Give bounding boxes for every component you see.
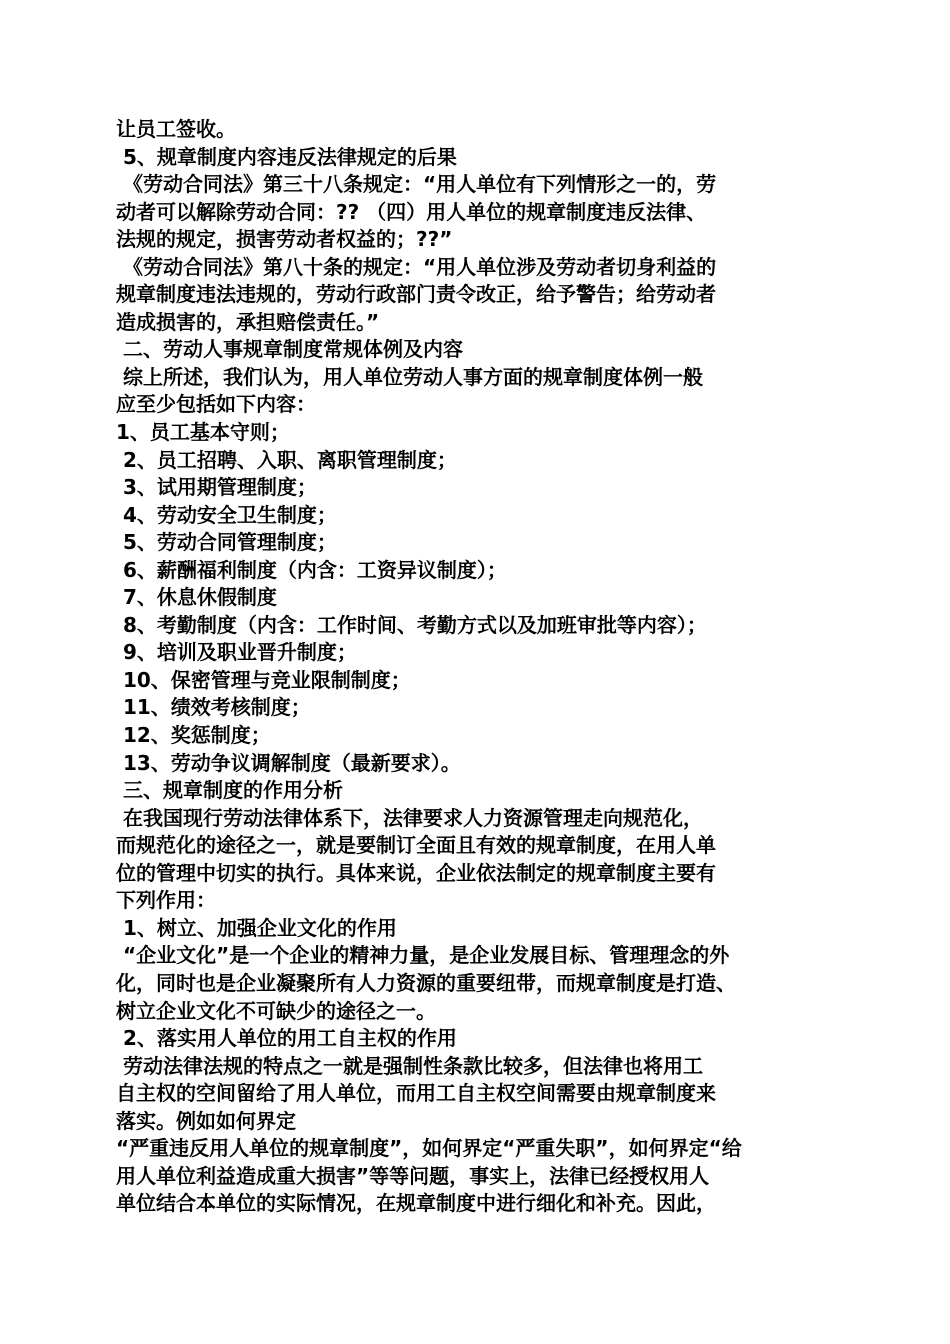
text-line: “企业文化”是一个企业的精神力量，是企业发展目标、管理理念的外: [116, 943, 730, 968]
list-item: 5、劳动合同管理制度；: [116, 530, 337, 555]
text-line: 法规的规定，损害劳动者权益的；??”: [116, 227, 453, 252]
text-line: 让员工签收。: [116, 117, 236, 141]
list-item: 1、员工基本守则；: [116, 420, 290, 445]
section-heading: 5、规章制度内容违反法律规定的后果: [116, 144, 457, 169]
text-line: “严重违反用人单位的规章制度”，如何界定“严重失职”，如何界定“给: [116, 1136, 742, 1161]
text-line: 落实。例如如何界定: [116, 1108, 296, 1133]
text-line: 造成损害的，承担赔偿责任。”: [116, 309, 380, 334]
list-item: 2、员工招聘、入职、离职管理制度；: [116, 447, 457, 472]
list-item: 11、绩效考核制度；: [116, 695, 311, 720]
text-line: 而规范化的途径之一，就是要制订全面且有效的规章制度，在用人单: [116, 833, 716, 858]
text-line: 自主权的空间留给了用人单位，而用工自主权空间需要由规章制度来: [116, 1081, 716, 1106]
text-line: 《劳动合同法》第三十八条规定：“用人单位有下列情形之一的，劳: [116, 172, 717, 197]
document-body: [116, 116, 856, 1218]
section-heading: 2、落实用人单位的用工自主权的作用: [116, 1026, 457, 1051]
text-line: 单位结合本单位的实际情况，在规章制度中进行细化和补充。因此，: [116, 1191, 716, 1216]
list-item: 12、奖惩制度；: [116, 723, 271, 748]
text-line: 在我国现行劳动法律体系下，法律要求人力资源管理走向规范化，: [116, 805, 703, 830]
text-line: 应至少包括如下内容：: [116, 392, 316, 417]
text-line: 规章制度违法违规的，劳动行政部门责令改正，给予警告；给劳动者: [116, 282, 716, 307]
list-item: 4、劳动安全卫生制度；: [116, 502, 337, 527]
list-item: 9、培训及职业晋升制度；: [116, 640, 357, 665]
list-item: 8、考勤制度（内含：工作时间、考勤方式以及加班审批等内容）；: [116, 612, 707, 637]
list-item: 7、休息休假制度: [116, 585, 277, 610]
text-line: 《劳动合同法》第八十条的规定：“用人单位涉及劳动者切身利益的: [116, 254, 717, 279]
section-heading: 二、劳动人事规章制度常规体例及内容: [116, 337, 463, 362]
section-heading: 三、规章制度的作用分析: [116, 778, 343, 803]
list-item: 13、劳动争议调解制度（最新要求）。: [116, 750, 461, 775]
list-item: 3、试用期管理制度；: [116, 475, 317, 500]
text-line: 下列作用：: [116, 888, 216, 913]
text-line: 综上所述，我们认为，用人单位劳动人事方面的规章制度体例一般: [116, 364, 703, 389]
section-heading: 1、树立、加强企业文化的作用: [116, 915, 397, 940]
list-item: 10、保密管理与竞业限制制度；: [116, 667, 411, 692]
text-line: 用人单位利益造成重大损害”等等问题，事实上，法律已经授权用人: [116, 1163, 710, 1188]
list-item: 6、薪酬福利制度（内含：工资异议制度）；: [116, 557, 507, 582]
text-line: 化，同时也是企业凝聚所有人力资源的重要纽带，而规章制度是打造、: [116, 970, 736, 995]
text-line: 树立企业文化不可缺少的途径之一。: [116, 998, 436, 1023]
text-line: 位的管理中切实的执行。具体来说，企业依法制定的规章制度主要有: [116, 860, 716, 885]
text-line: 动者可以解除劳动合同：?? （四）用人单位的规章制度违反法律、: [116, 199, 707, 224]
text-line: 劳动法律法规的特点之一就是强制性条款比较多，但法律也将用工: [116, 1053, 703, 1078]
